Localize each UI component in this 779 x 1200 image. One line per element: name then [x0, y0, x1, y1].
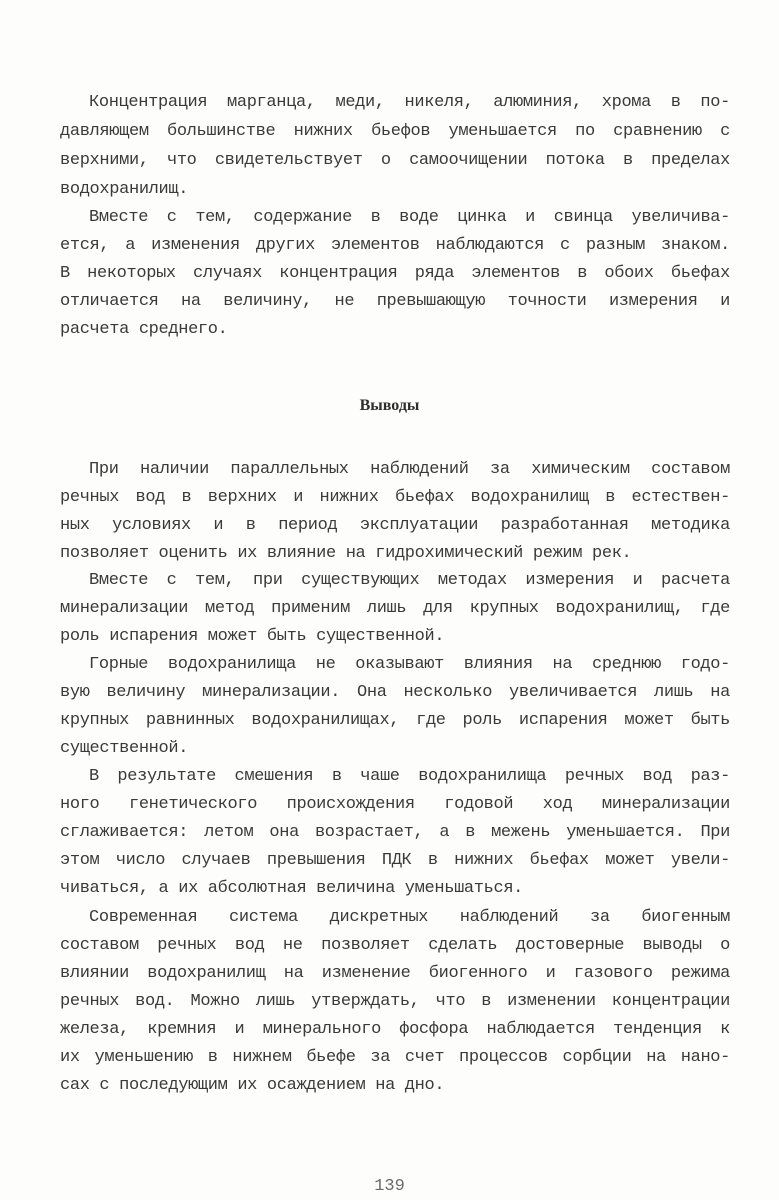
text-line: Современная система дискретных наблюдений за биогенным — [89, 908, 730, 927]
text-line: речных вод. Можно лишь утверждать, что в изменении концентрации — [60, 992, 730, 1011]
text-line: железа, кремния и минерального фосфора наблюдается тенденция к — [60, 1020, 730, 1039]
text-line: минерализации метод применим лишь для крупных водохранилищ, где — [60, 599, 730, 618]
text-line: составом речных вод не позволяет сделать достоверные выводы о — [60, 936, 730, 955]
text-line: ного генетического происхождения годовой ход минерализации — [60, 795, 730, 814]
text-line: верхними, что свидетельствует о самоочищении потока в пределах — [60, 151, 730, 170]
text-line: Вместе с тем, содержание в воде цинка и свинца увеличива- — [89, 208, 730, 227]
text-line: чиваться, а их абсолютная величина уменьшаться. — [60, 879, 524, 898]
page-number: 139 — [374, 1177, 405, 1196]
text-line: Горные водохранилища не оказывают влияния на среднюю годо- — [89, 655, 730, 674]
text-line: вую величину минерализации. Она несколько увеличивается лишь на — [60, 683, 730, 702]
text-line: сглаживается: летом она возрастает, а в межень уменьшается. При — [60, 823, 730, 842]
text-line: их уменьшению в нижнем бьефе за счет процессов сорбции на нано- — [60, 1048, 730, 1067]
text-line: речных вод в верхних и нижних бьефах водохранилищ в естествен- — [60, 488, 730, 507]
text-line: крупных равнинных водохранилищах, где роль испарения может быть — [60, 711, 730, 730]
text-line: ется, а изменения других элементов наблюдаются с разным знаком. — [60, 236, 730, 255]
text-line: давляющем большинстве нижних бьефов уменьшается по сравнению с — [60, 122, 730, 141]
text-line: водохранилищ. — [60, 180, 189, 199]
text-line: В результате смешения в чаше водохранилища речных вод раз- — [89, 767, 730, 786]
text-line: При наличии параллельных наблюдений за химическим составом — [89, 460, 730, 479]
text-line: позволяет оценить их влияние на гидрохимический режим рек. — [60, 544, 632, 563]
text-line: ных условиях и в период эксплуатации разработанная методика — [60, 516, 730, 535]
text-line: расчета среднего. — [60, 320, 228, 339]
text-line: влиянии водохранилищ на изменение биогенного и газового режима — [60, 964, 730, 983]
text-line: Вместе с тем, при существующих методах измерения и расчета — [89, 571, 730, 590]
text-line: роль испарения может быть существенной. — [60, 627, 445, 646]
text-line: Концентрация марганца, меди, никеля, алюминия, хрома в по- — [89, 93, 730, 112]
text-line: существенной. — [60, 739, 189, 758]
text-line: В некоторых случаях концентрация ряда элементов в обоих бьефах — [60, 264, 730, 283]
text-line: отличается на величину, не превышающую точности измерения и — [60, 292, 730, 311]
section-heading: Выводы — [359, 397, 420, 414]
text-line: сах с последующим их осаждением на дно. — [60, 1076, 445, 1095]
text-line: этом число случаев превышения ПДК в нижних бьефах может увели- — [60, 851, 730, 870]
